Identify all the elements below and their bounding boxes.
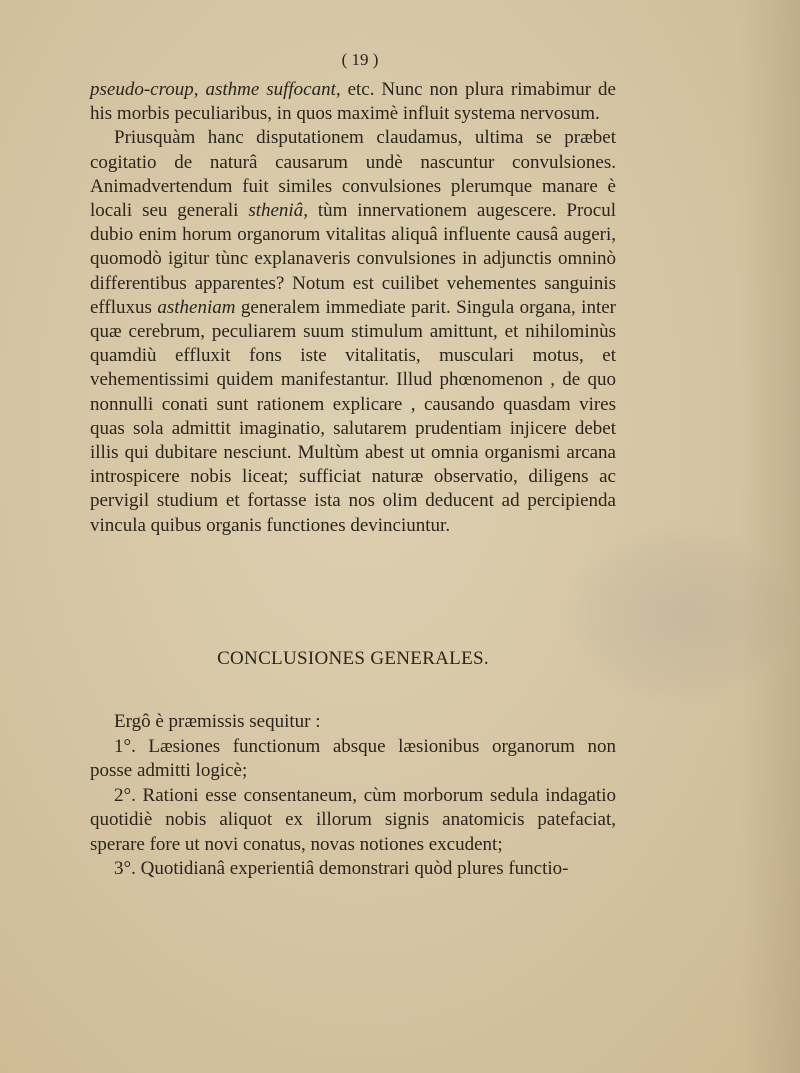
- text-run: ,: [193, 79, 206, 100]
- text-run: , etc. Nunc non plura rimabimur de his morbis peculiaribus, in quos maximè influit systema nervosum.: [90, 79, 616, 125]
- term-sthenia: stheniâ,: [248, 200, 308, 222]
- conclusions-list: [90, 710, 616, 882]
- conclusion-item-3: 3°. Quotidianâ experientiâ demonstrari quòd plures functio-: [114, 858, 569, 879]
- paragraph-2: [90, 126, 616, 537]
- term-astheniam: astheniam: [157, 296, 236, 318]
- section-heading: CONCLUSIONES GENERALES.: [217, 648, 489, 669]
- library-stamp-faded: [565, 525, 795, 705]
- page-edge-shadow: [740, 0, 800, 1073]
- term-asthme-suffocant: asthme suffocant: [205, 79, 336, 100]
- paragraph-1: [90, 78, 616, 126]
- text-run: Priusquàm hanc disputationem claudamus, ultima se præbet cogitatio de naturâ causarum undè nascuntur convulsiones. Animadvertendum fuit similes convulsiones plerumque manare è locali seu generali: [90, 127, 616, 222]
- conclusion-item-2: 2°. Rationi esse consentaneum, cùm morborum sedula indagatio quotidiè nobis aliquot ex illorum signis anatomicis patefaciat, sperare fore ut novi conatus, novas notiones excudent;: [90, 784, 616, 855]
- page-number: ( 19 ): [341, 50, 379, 69]
- conclusions-intro: Ergô è præmissis sequitur :: [114, 711, 321, 732]
- body-text: [90, 78, 616, 538]
- conclusion-item-1: 1°. Læsiones functionum absque læsionibus organorum non posse admitti logicè;: [90, 735, 616, 781]
- text-run: generalem immediate parit. Singula organa, inter quæ cerebrum, peculiarem suum stimulum amittunt, et nihilominùs quamdiù effluxit fons iste vitalitatis, musculari motus, et vehementissimi quidem manifestantur. Illud phœnomenon , de quo nonnulli conati sunt rationem explicare , causando quasdam vires quas sola admittit imaginatio, salutarem prudentiam injicere debet illis qui dubitare nesciunt. Multùm abest ut omnia organismi arcana introspicere nobis liceat; sufficiat naturæ observatio, diligens ac pervigil studium et fortasse ista nos olim deducent ad percipienda vincula quibus organis functiones devinciuntur.: [90, 296, 617, 536]
- term-pseudo-croup: pseudo-croup: [90, 79, 194, 100]
- text-run: tùm innervationem augescere. Procul dubio enim horum organorum vitalitas aliquâ influente causâ augeri, quomodò igitur tùnc explanaveris convulsiones in adjunctis omninò differentibus apparentes? Notum est cuilibet vehementes sanguinis effluxus: [90, 200, 616, 318]
